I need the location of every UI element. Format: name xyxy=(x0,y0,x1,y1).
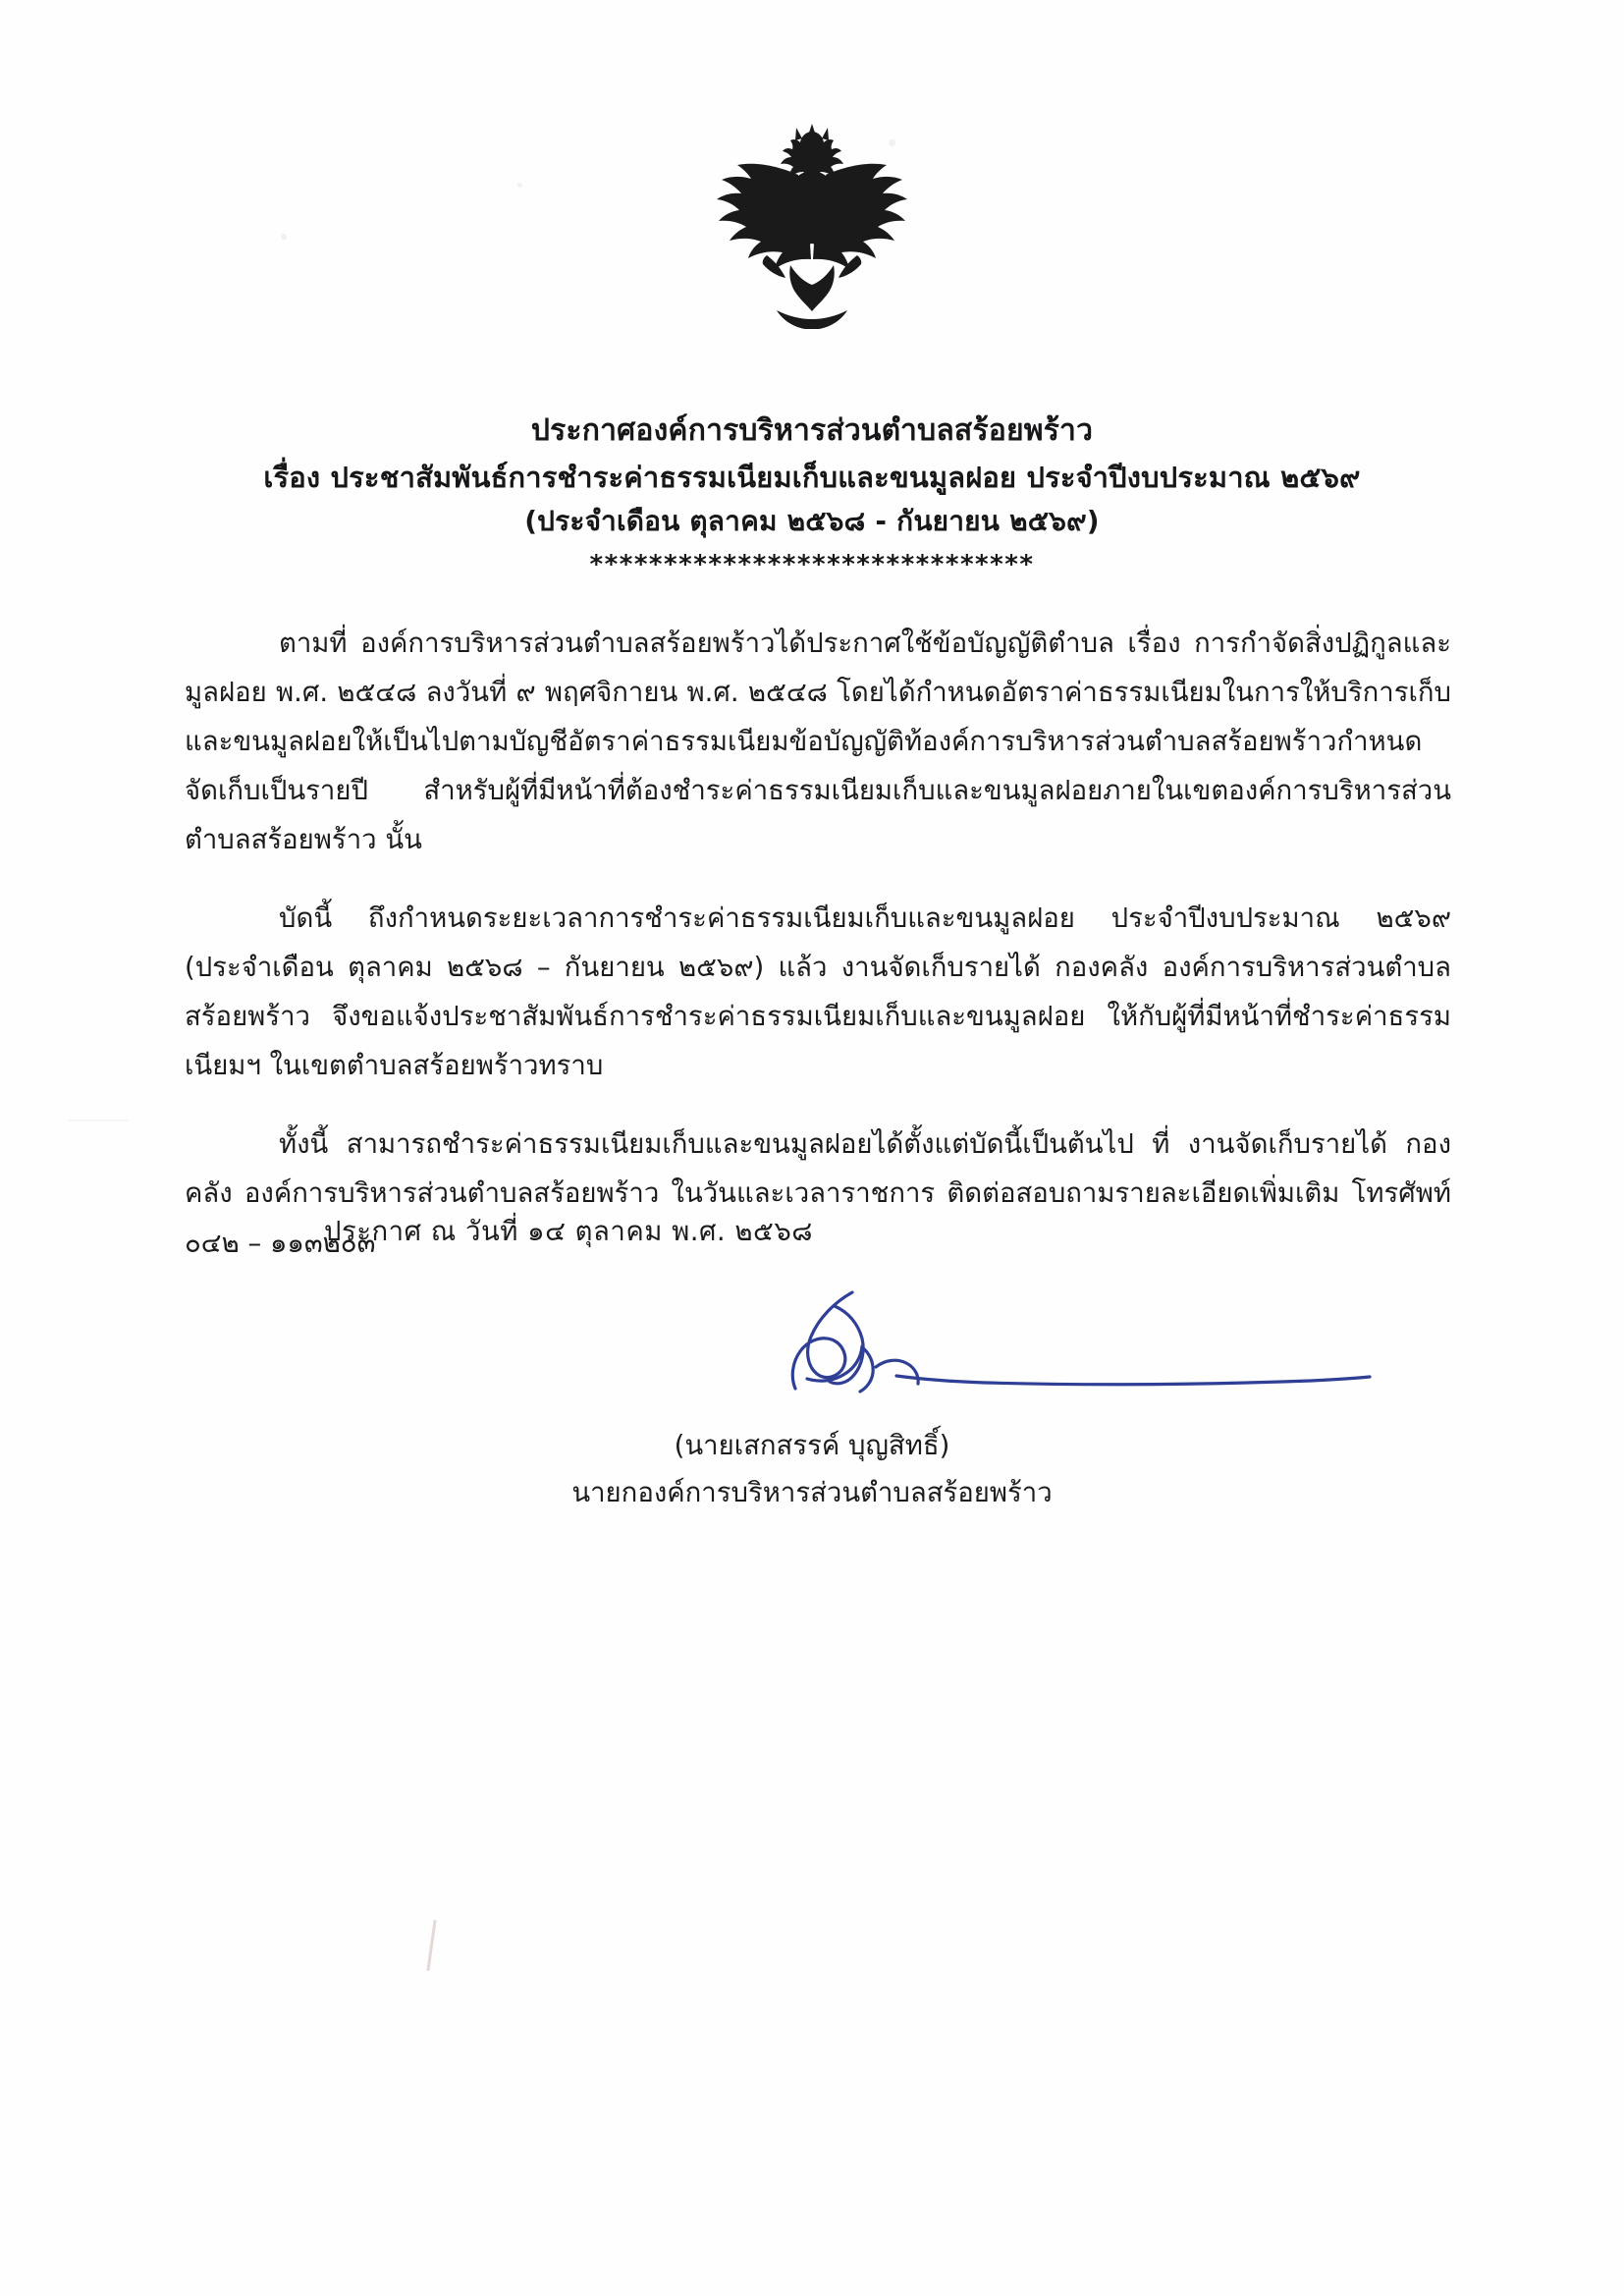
paragraph-3: ทั้งนี้ สามารถชำระค่าธรรมเนียมเก็บและขนมูลฝอยได้ตั้งแต่บัดนี้เป็นต้นไป ที่ งานจัดเก็บรายได้ กองคลัง องค์การบริหารส่วนตำบลสร้อยพร้าว ในวันและเวลาราชการ ติดต่อสอบถามรายละเอียดเพิ่มเติม โทรศัพท์ ๐๔๒ – ๑๑๓๒๐๓ xyxy=(185,1128,1451,1259)
document-header xyxy=(0,408,1624,579)
paragraph-1: ตามที่ องค์การบริหารส่วนตำบลสร้อยพร้าวได้ประกาศใช้ข้อบัญญัติตำบล เรื่อง การกำจัดสิ่งปฏิกูลและมูลฝอย พ.ศ. ๒๕๔๘ ลงวันที่ ๙ พฤศจิกายน พ.ศ. ๒๕๔๘ โดยได้กำหนดอัตราค่าธรรมเนียมในการให้บริการเก็บและขนมูลฝอยให้เป็นไปตามบัญชีอัตราค่าธรรมเนียมข้อบัญญัติท้องค์การบริหารส่วนตำบลสร้อยพร้าวกำหนดจัดเก็บเป็นรายปี สำหรับผู้ที่มีหน้าที่ต้องชำระค่าธรรมเนียมเก็บและขนมูลฝอยภายในเขตองค์การบริหารส่วนตำบลสร้อยพร้าว นั้น xyxy=(185,628,1451,856)
scan-artifact xyxy=(426,1920,436,1971)
scan-artifact xyxy=(517,183,522,188)
star-divider: ****************************** xyxy=(589,550,1035,580)
garuda-emblem xyxy=(704,118,920,344)
paragraph-2: บัดนี้ ถึงกำหนดระยะเวลาการชำระค่าธรรมเนียมเก็บและขนมูลฝอย ประจำปีงบประมาณ ๒๕๖๙ (ประจำเดือน ตุลาคม ๒๕๖๘ – กันยายน ๒๕๖๙) แล้ว งานจัดเก็บรายได้ กองคลัง องค์การบริหารส่วนตำบลสร้อยพร้าว จึงขอแจ้งประชาสัมพันธ์การชำระค่าธรรมเนียมเก็บและขนมูลฝอย ให้กับผู้ที่มีหน้าที่ชำระค่าธรรมเนียมฯ ในเขตตำบลสร้อยพร้าวทราบ xyxy=(185,902,1451,1082)
scan-artifact xyxy=(281,234,287,240)
signer-position: นายกองค์การบริหารส่วนตำบลสร้อยพร้าว xyxy=(571,1477,1053,1509)
page-title: ประกาศองค์การบริหารส่วนตำบลสร้อยพร้าว xyxy=(530,413,1094,448)
announced-date: ประกาศ ณ วันที่ ๑๔ ตุลาคม พ.ศ. ๒๕๖๘ xyxy=(324,1216,813,1247)
subject-line: เรื่อง ประชาสัมพันธ์การชำระค่าธรรมเนียมเก็บและขนมูลฝอย ประจำปีงบประมาณ ๒๕๖๙ xyxy=(263,461,1361,494)
signature-block xyxy=(0,1422,1624,1516)
scan-artifact xyxy=(69,1120,128,1121)
handwritten-signature xyxy=(687,1277,1394,1424)
period-line: (ประจำเดือน ตุลาคม ๒๕๖๘ - กันยายน ๒๕๖๙) xyxy=(524,505,1100,538)
signer-name: (นายเสกสรรค์ บุญสิทธิ์) xyxy=(674,1430,950,1461)
document-body xyxy=(185,619,1451,1293)
